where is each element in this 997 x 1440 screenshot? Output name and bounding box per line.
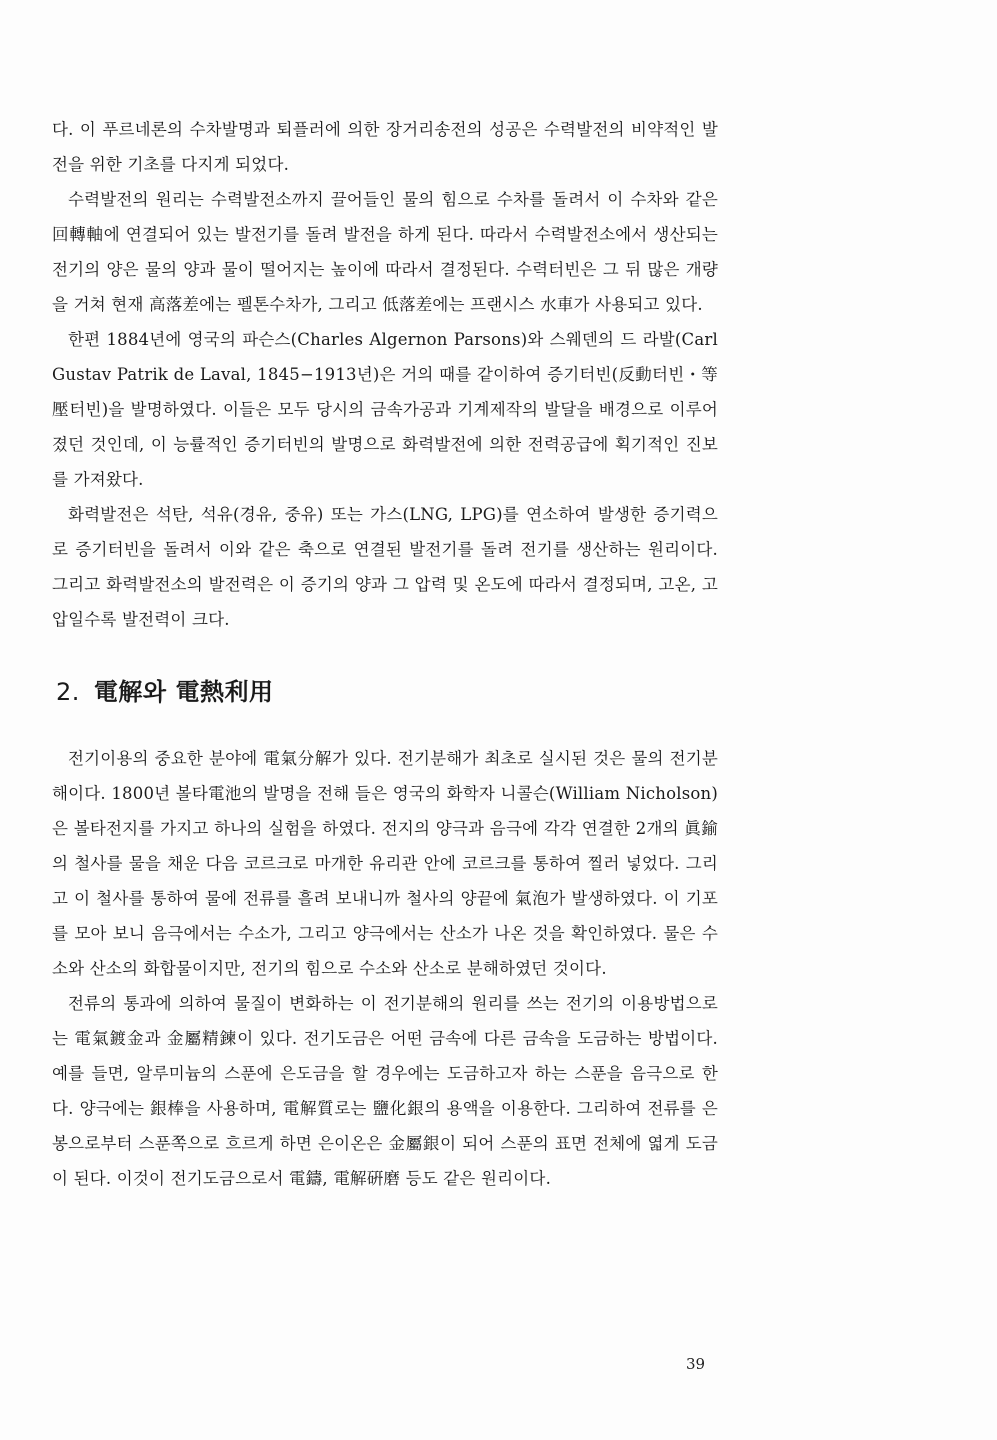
paragraph: 전류의 통과에 의하여 물질이 변화하는 이 전기분해의 원리를 쓰는 전기의 이용방법으로는 電氣鍍金과 金屬精鍊이 있다. 전기도금은 어떤 금속에 다른 금속을 도금하는 방법이다. 예를 들면, 알루미늄의 스푼에 은도금을 할 경우에는 도금하고자 하는 스푼을 음극으로 한다. 양극에는 銀棒을 사용하며, 電解質로는 鹽化銀의 용액을 이용한다. 그리하여 전류를 은봉으로부터 스푼쪽으로 흐르게 하면 은이온은 金屬銀이 되어 스푼의 표면 전체에 엷게 도금이 된다. 이것이 전기도금으로서 電鑄, 電解硏磨 등도 같은 원리이다.: [52, 994, 718, 1188]
paragraph: 화력발전은 석탄, 석유(경유, 중유) 또는 가스(LNG, LPG)를 연소하여 발생한 증기력으로 증기터빈을 돌려서 이와 같은 축으로 연결된 발전기를 돌려 전기를 생산하는 원리이다. 그리고 화력발전소의 발전력은 이 증기의 양과 그 압력 및 온도에 따라서 결정되며, 고온, 고압일수록 발전력이 크다.: [52, 505, 718, 629]
section-heading: [56, 675, 718, 709]
paragraph: 수력발전의 원리는 수력발전소까지 끌어들인 물의 힘으로 수차를 돌려서 이 수차와 같은 回轉軸에 연결되어 있는 발전기를 돌려 발전을 하게 된다. 따라서 수력발전소에서 생산되는 전기의 양은 물의 양과 물이 떨어지는 높이에 따라서 결정된다. 수력터빈은 그 뒤 많은 개량을 거쳐 현재 高落差에는 펠톤수차가, 그리고 低落差에는 프랜시스 水車가 사용되고 있다.: [52, 190, 718, 314]
page-number: 39: [686, 1355, 706, 1373]
paragraph: 전기이용의 중요한 분야에 電氣分解가 있다. 전기분해가 최초로 실시된 것은 물의 전기분해이다. 1800년 볼타電池의 발명을 전해 들은 영국의 화학자 니콜슨(William Nicholson)은 볼타전지를 가지고 하나의 실험을 하였다. 전지의 양극과 음극에 각각 연결한 2개의 眞鍮의 철사를 물을 채운 다음 코르크로 마개한 유리관 안에 코르크를 통하여 찔러 넣었다. 그리고 이 철사를 통하여 물에 전류를 흘려 보내니까 철사의 양끝에 氣泡가 발생하였다. 이 기포를 모아 보니 음극에서는 수소가, 그리고 양극에서는 산소가 나온 것을 확인하였다. 물은 수소와 산소의 화합물이지만, 전기의 힘으로 수소와 산소로 분해하였던 것이다.: [52, 749, 718, 978]
page-content: [52, 112, 718, 1196]
paragraph: 한편 1884년에 영국의 파슨스(Charles Algernon Parsons)와 스웨덴의 드 라발(Carl Gustav Patrik de Laval, 1845−1913년)은 거의 때를 같이하여 증기터빈(反動터빈・等壓터빈)을 발명하였다. 이들은 모두 당시의 금속가공과 기계제작의 발달을 배경으로 이루어졌던 것인데, 이 능률적인 증기터빈의 발명으로 화력발전에 의한 전력공급에 획기적인 진보를 가져왔다.: [52, 330, 718, 489]
section-title: 電解와 電熱利用: [93, 678, 274, 706]
section-number: 2.: [56, 678, 80, 706]
paragraph: 다. 이 푸르네론의 수차발명과 퇴플러에 의한 장거리송전의 성공은 수력발전의 비약적인 발전을 위한 기초를 다지게 되었다.: [52, 120, 718, 174]
